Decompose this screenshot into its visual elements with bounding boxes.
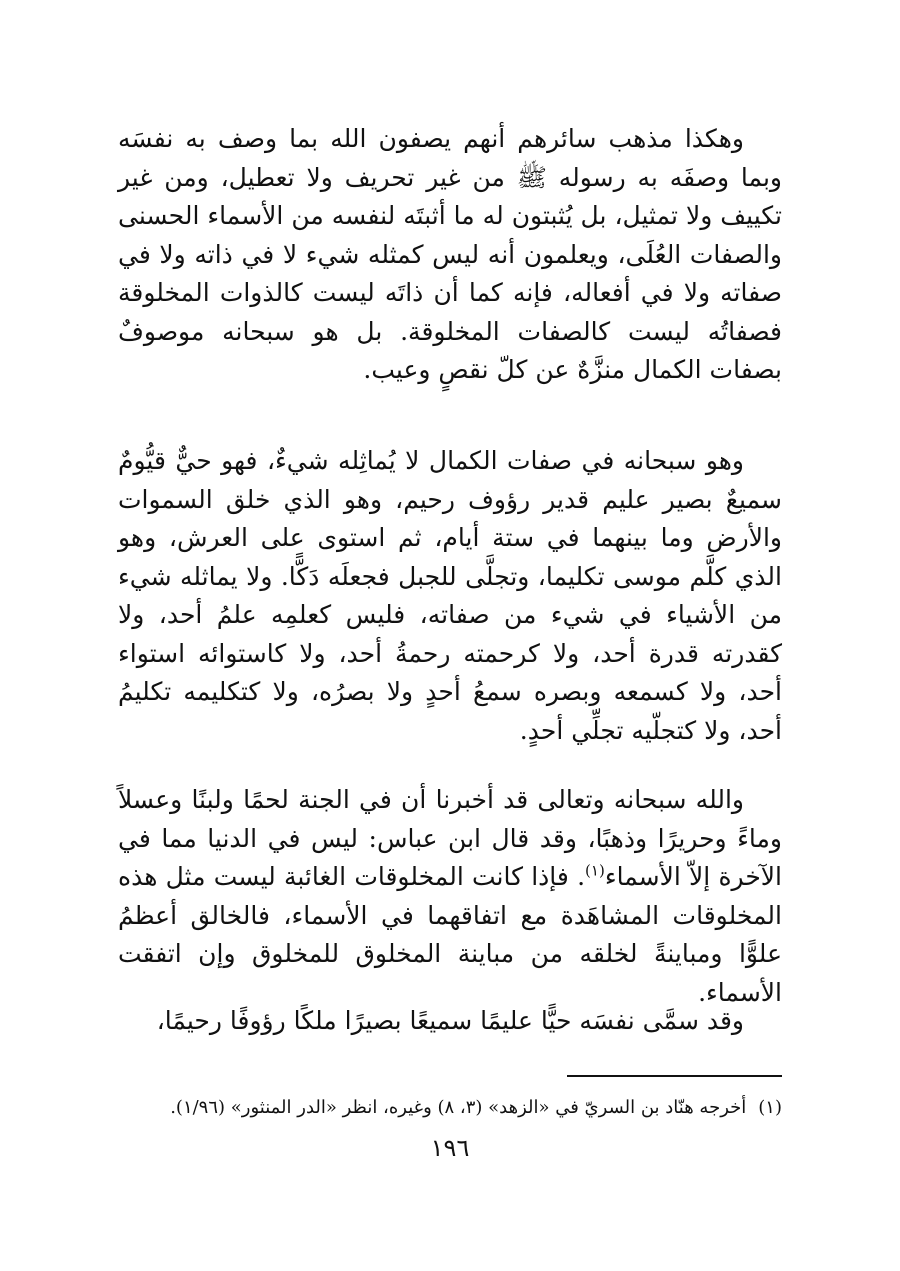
paragraph-2-text: وهو سبحانه في صفات الكمال لا يُماثِله شيءٌ، فهو حيٌّ قيُّومٌ سميعٌ بصير عليم قدير رؤوف رحيم، وهو الذي خلق السموات والأرض وما بينهما في ستة أيام، ثم استوى على العرش، وهو الذي كلَّم موسى تكليما، وتجلَّى للجبل فجعلَه دَكًّا. ولا يماثله شيء من الأشياء في شيء من صفاته، فليس كعلمِه علمُ أحد، ولا كقدرته قدرة أحد، ولا كرحمته رحمةُ أحد، ولا كاستوائه استواء أحد، ولا كسمعه وبصره سمعُ أحدٍ ولا بصرُه، ولا كتكليمه تكليمُ أحد، ولا كتجلّيه تجلِّي أحدٍ. [118,446,782,745]
footnote-reference[interactable]: (١) [585,861,605,880]
footnote-number: (١) [758,1097,782,1118]
footnote-text: أخرجه هنّاد بن السريّ في «الزهد» (٣، ٨) وغيره، انظر «الدر المنثور» (١/٩٦). [170,1097,747,1118]
paragraph-1-text: وهكذا مذهب سائرهم أنهم يصفون الله بما وصف به نفسَه وبما وصفَه به رسوله ﷺ من غير تحريف ولا تعطيل، ومن غير تكييف ولا تمثيل، بل يُثبتون له ما أثبتَه لنفسه من الأسماء الحسنى والصفات العُلَى، ويعلمون أنه ليس كمثله شيء لا في ذاته ولا في صفاته ولا في أفعاله، فإنه كما أن ذاتَه ليست كالذوات المخلوقة فصفاتُه ليست كالصفات المخلوقة. بل هو سبحانه موصوفٌ بصفات الكمال منزَّهٌ عن كلّ نقصٍ وعيب. [118,124,782,384]
paragraph-4 [118,1002,782,1041]
paragraph-4-text: وقد سمَّى نفسَه حيًّا عليمًا سميعًا بصيرًا ملكًا رؤوفًا رحيمًا، [156,1006,744,1035]
footnote-divider [567,1075,782,1077]
paragraph-2 [118,442,782,750]
paragraph-3 [118,781,782,1012]
paragraph-1 [118,120,782,390]
paragraph-3-text-part2: . فإذا كانت المخلوقات الغائبة ليست مثل هذه المخلوقات المشاهَدة مع اتفاقهما في الأسماء، فالخالق أعظمُ علوًّا ومباينةً لخلقه من مباينة المخلوق للمخلوق وإن اتفقت الأسماء. [118,862,782,1007]
paragraph-3-text-part1: والله سبحانه وتعالى قد أخبرنا أن في الجنة لحمًا ولبنًا وعسلاً وماءً وحريرًا وذهبًا، وقد قال ابن عباس: ليس في الدنيا مما في الآخرة إلاّ الأسماء [118,785,783,891]
paragraph-3-text [118,781,782,1012]
page-number: ١٩٦ [430,1134,470,1162]
footnote [118,1094,782,1122]
